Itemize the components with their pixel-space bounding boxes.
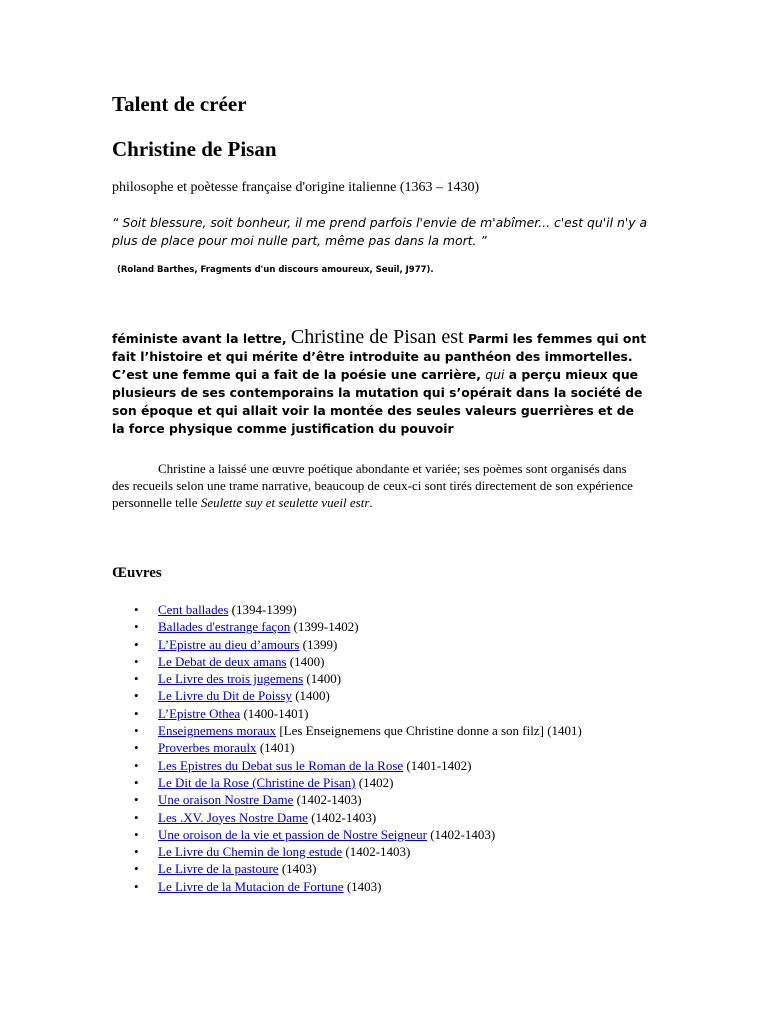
work-link[interactable]: L’Epistre au dieu d’amours — [158, 636, 300, 652]
work-link[interactable]: Le Livre de la Mutacion de Fortune — [158, 878, 344, 894]
epigraph-citation: (Roland Barthes, Fragments d'un discours amoureux, Seuil, J977). — [117, 265, 434, 275]
epigraph-quote: “ Soit blessure, soit bonheur, il me prend parfois l'envie de m'abîmer... c'est qu'il n'y a plus de place pour moi nulle part, même pas dans la mort. ” — [112, 215, 648, 248]
list-item — [134, 722, 582, 739]
work-link[interactable]: Une oraison Nostre Dame — [158, 792, 294, 808]
work-link[interactable]: Le Livre du Dit de Poissy — [158, 688, 292, 704]
work-date: (1399-1402) — [290, 619, 359, 635]
work-date: (1394-1399) — [228, 602, 297, 617]
author-name-heading: Christine de Pisan — [112, 137, 277, 161]
work-date: (1400) — [303, 671, 342, 687]
list-item — [134, 791, 582, 808]
body-paragraph — [112, 460, 647, 511]
work-date: (1400) — [291, 688, 330, 704]
work-link[interactable]: Proverbes moraulx — [158, 740, 257, 756]
bullet-icon: • — [134, 636, 139, 652]
work-link[interactable]: Le Livre des trois jugemens — [158, 671, 304, 687]
page-title: Talent de créer — [112, 92, 247, 116]
bullet-icon: • — [134, 688, 139, 704]
list-item — [134, 809, 582, 826]
bullet-icon: • — [134, 878, 139, 894]
intro-text-3: a perçu mieux que plusieurs de ses contemporains la mutation qui s’opérait dans la société de son époque et qui allait voir la montée des seules valeurs guerrières et de la force physique comme justification du pouvoir — [112, 367, 643, 436]
work-link[interactable]: Enseignemens moraux — [158, 723, 277, 739]
work-date: (1403) — [343, 878, 382, 894]
work-date: (1403) — [278, 861, 317, 877]
work-date: (1400-1401) — [240, 705, 309, 721]
bullet-icon: • — [134, 653, 139, 669]
work-date: (1402-1403) — [426, 826, 496, 842]
author-subtitle: philosophe et poètesse française d'origine italienne (1363 – 1430) — [112, 180, 480, 195]
list-item — [134, 670, 582, 687]
work-link[interactable]: Le Debat de deux amans — [158, 653, 287, 669]
work-link[interactable]: Une oroison de la vie et passion de Nostre Seigneur — [158, 826, 427, 842]
work-link[interactable]: L’Epistre Othea — [158, 705, 241, 721]
intro-text-2: Parmi les femmes qui ont fait l’histoire et qui mérite d’être introduite au panthéon des immortelles. C’est une femme qui a fait de la poésie une carrière, — [112, 331, 647, 382]
list-item — [134, 653, 582, 670]
body-italic-title: Seulette suy et seulette vueil estr — [200, 495, 370, 510]
work-link[interactable]: Les .XV. Joyes Nostre Dame — [158, 809, 308, 825]
list-item — [134, 618, 582, 635]
list-item — [134, 687, 582, 704]
bullet-icon: • — [134, 740, 139, 756]
work-link[interactable]: Le Livre du Chemin de long estude — [158, 844, 343, 860]
bullet-icon: • — [134, 602, 139, 617]
work-link[interactable]: Les Epistres du Debat sus le Roman de la Rose — [158, 757, 404, 773]
work-link[interactable]: Cent ballades — [158, 602, 229, 617]
bullet-icon: • — [134, 861, 139, 877]
body-end: . — [369, 495, 373, 510]
work-date: (1401) — [256, 740, 295, 756]
list-item — [134, 739, 582, 756]
intro-italic: qui — [485, 367, 505, 382]
work-date: (1402-1403) — [342, 844, 411, 860]
list-item — [134, 601, 582, 618]
work-date: (1402-1403) — [293, 792, 362, 808]
work-date: (1400) — [286, 653, 325, 669]
list-item — [134, 636, 582, 653]
list-item — [134, 860, 582, 877]
intro-big-name: Christine de Pisan est — [290, 326, 464, 348]
work-link[interactable]: Ballades d'estrange façon — [158, 619, 291, 635]
body-text: Christine a laissé une œuvre poétique abondante et variée; ses poèmes sont organisés dans des recueils selon une trame narrative, beaucoup de ceux-ci sont tirés directement de son expérience personnelle telle — [112, 461, 633, 510]
bullet-icon: • — [134, 774, 139, 790]
bullet-icon: • — [134, 671, 139, 687]
bullet-icon: • — [134, 792, 139, 808]
bullet-icon: • — [134, 705, 139, 721]
list-item — [134, 843, 582, 860]
list-item — [134, 705, 582, 722]
work-link[interactable]: Le Livre de la pastoure — [158, 861, 279, 877]
intro-text-1: féministe avant la lettre, — [112, 331, 291, 346]
list-item — [134, 774, 582, 791]
bullet-icon: • — [134, 809, 139, 825]
works-list — [134, 601, 582, 895]
bullet-icon: • — [134, 844, 139, 860]
list-item — [134, 878, 582, 895]
work-date: [Les Enseignemens que Christine donne a son filz] (1401) — [276, 723, 582, 739]
work-link[interactable]: Le Dit de la Rose (Christine de Pisan) — [158, 774, 356, 790]
bullet-icon: • — [134, 619, 139, 635]
bullet-icon: • — [134, 723, 139, 739]
bullet-icon: • — [134, 826, 139, 842]
bullet-icon: • — [134, 757, 139, 773]
list-item — [134, 757, 582, 774]
works-heading: Œuvres — [112, 565, 162, 581]
work-date: (1402-1403) — [307, 809, 377, 825]
intro-paragraph — [112, 328, 647, 438]
list-item — [134, 826, 582, 843]
work-date: (1399) — [299, 636, 338, 652]
work-date: (1401-1402) — [403, 757, 472, 773]
work-date: (1402) — [355, 774, 394, 790]
